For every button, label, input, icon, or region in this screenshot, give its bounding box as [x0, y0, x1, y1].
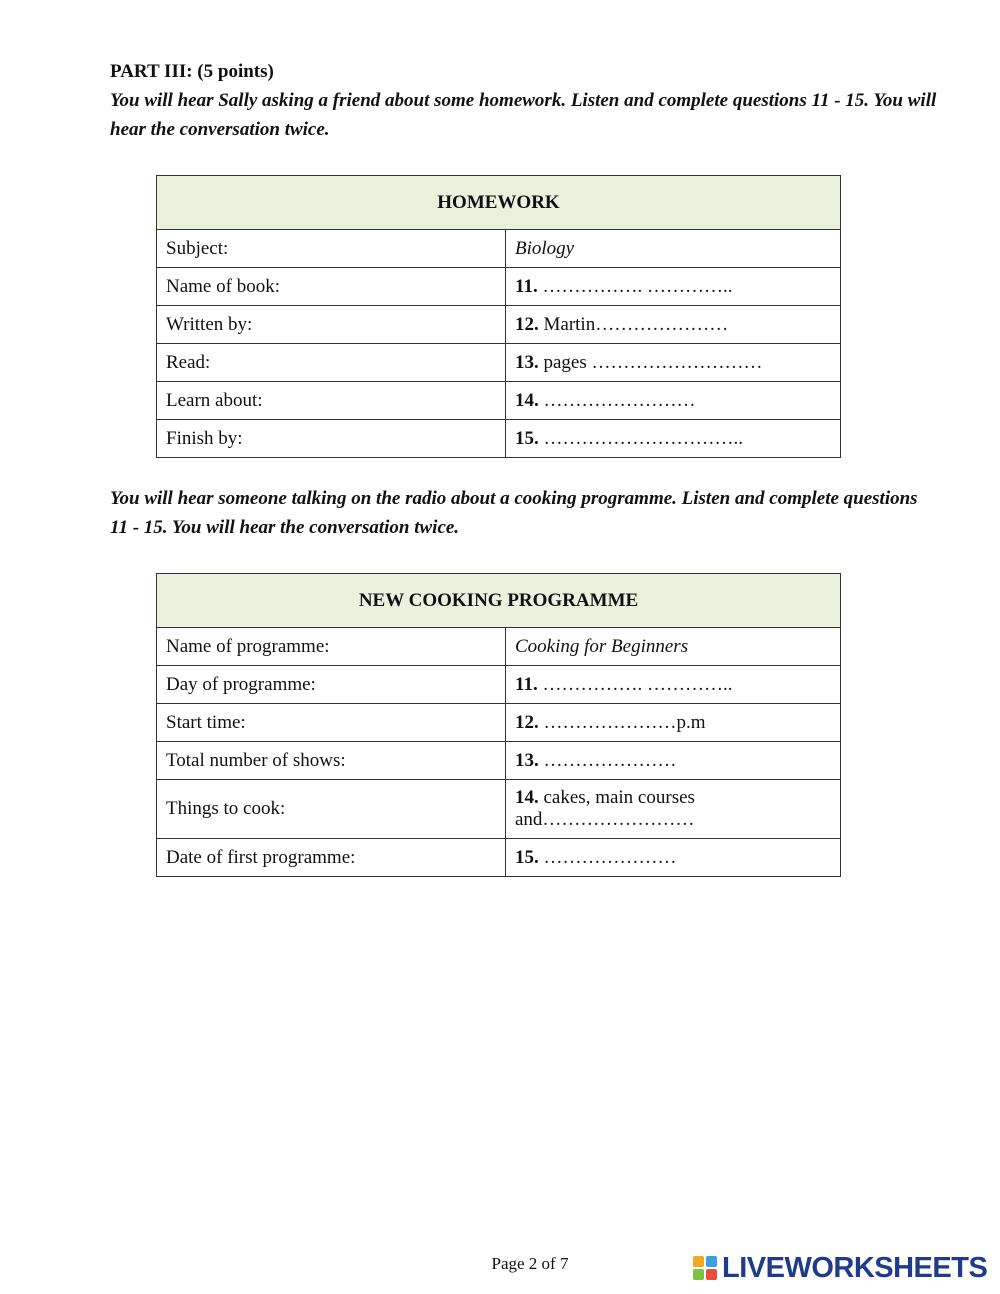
liveworksheets-logo-icon	[692, 1255, 718, 1281]
table-row	[157, 839, 841, 877]
table-row	[157, 420, 841, 458]
answer-cell-14[interactable]	[506, 382, 841, 420]
question-number: 12.	[515, 313, 539, 335]
answer-cell-14[interactable]	[506, 780, 841, 839]
cooking-programme-table	[156, 573, 841, 877]
question-number: 14.	[515, 787, 539, 808]
row-label: Finish by:	[157, 420, 506, 458]
question-number: 14.	[515, 389, 539, 411]
part-heading: PART III: (5 points)	[110, 61, 274, 82]
answer-cell-13[interactable]	[506, 742, 841, 780]
row-value: Biology	[506, 230, 841, 268]
answer-text: cakes, main courses	[538, 787, 695, 808]
table-header-row	[157, 176, 841, 230]
answer-blank: …………………	[538, 749, 677, 771]
answer-blank: …………………	[538, 846, 677, 868]
row-label: Subject:	[157, 230, 506, 268]
answer-cell-15[interactable]	[506, 420, 841, 458]
row-label: Date of first programme:	[157, 839, 506, 877]
liveworksheets-brand[interactable]	[692, 1252, 987, 1284]
question-number: 13.	[515, 749, 539, 771]
homework-table-title: HOMEWORK	[157, 176, 841, 230]
answer-cell-13[interactable]	[506, 344, 841, 382]
table-row	[157, 268, 841, 306]
row-label: Start time:	[157, 704, 506, 742]
table-row	[157, 704, 841, 742]
question-number: 11.	[515, 673, 538, 695]
row-label: Written by:	[157, 306, 506, 344]
row-label: Read:	[157, 344, 506, 382]
answer-blank: ……………………	[538, 389, 696, 411]
homework-table	[156, 175, 841, 458]
row-label: Total number of shows:	[157, 742, 506, 780]
answer-blank: ……………. …………..	[537, 673, 733, 695]
cooking-table-title: NEW COOKING PROGRAMME	[157, 574, 841, 628]
answer-cell-15[interactable]	[506, 839, 841, 877]
table-row	[157, 666, 841, 704]
question-number: 12.	[515, 711, 539, 733]
question-number: 13.	[515, 351, 539, 373]
table-row	[157, 306, 841, 344]
answer-cell-11[interactable]	[506, 268, 841, 306]
answer-blank: …………………p.m	[538, 711, 706, 733]
answer-blank: Martin…………………	[538, 313, 729, 335]
answer-cell-12[interactable]	[506, 306, 841, 344]
row-label: Name of book:	[157, 268, 506, 306]
section2-instruction: You will hear someone talking on the radio about a cooking programme. Listen and complete questions 11 - 15. You will hear the conversation twice.	[110, 488, 918, 538]
row-label: Learn about:	[157, 382, 506, 420]
table-row	[157, 230, 841, 268]
table-row	[157, 780, 841, 839]
answer-blank: ……………. …………..	[537, 275, 733, 297]
section1-instruction: You will hear Sally asking a friend about some homework. Listen and complete questions 11 - 15. You will hear the conversation twice.	[110, 90, 937, 140]
question-number: 11.	[515, 275, 538, 297]
table-header-row	[157, 574, 841, 628]
answer-blank: pages ………………………	[538, 351, 763, 373]
brand-name: LIVEWORKSHEETS	[722, 1252, 988, 1284]
row-value: Cooking for Beginners	[506, 628, 841, 666]
question-number: 15.	[515, 427, 539, 449]
answer-blank: …………………………..	[538, 427, 743, 449]
answer-blank: and……………………	[515, 809, 695, 830]
page-number: Page 2 of 7	[491, 1254, 569, 1273]
table-row	[157, 344, 841, 382]
question-number: 15.	[515, 846, 539, 868]
row-label: Name of programme:	[157, 628, 506, 666]
row-label: Things to cook:	[157, 780, 506, 839]
table-row	[157, 628, 841, 666]
row-label: Day of programme:	[157, 666, 506, 704]
answer-cell-11[interactable]	[506, 666, 841, 704]
table-row	[157, 382, 841, 420]
answer-cell-12[interactable]	[506, 704, 841, 742]
table-row	[157, 742, 841, 780]
